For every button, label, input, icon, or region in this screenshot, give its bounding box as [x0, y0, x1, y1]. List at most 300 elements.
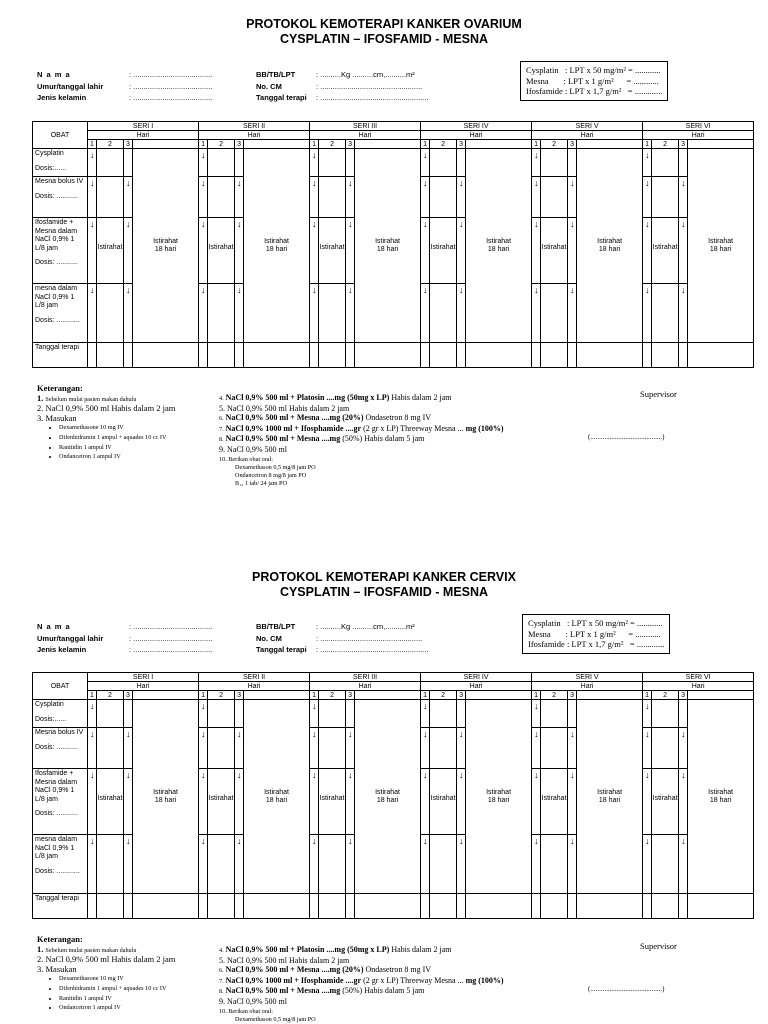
dose-cell[interactable]: [208, 177, 235, 218]
istirahat-label: Istirahat: [208, 795, 234, 802]
protocol-title: [0, 17, 768, 47]
dose-cell[interactable]: [199, 728, 208, 769]
dose-cell[interactable]: [430, 894, 457, 919]
dose-cell[interactable]: [568, 728, 577, 769]
dose-cell[interactable]: [124, 835, 133, 894]
dose-cell[interactable]: [88, 284, 97, 343]
dose-cell[interactable]: [643, 769, 652, 835]
day-number: 3: [568, 140, 577, 149]
drug-cell: [33, 894, 88, 919]
dose-cell[interactable]: [97, 177, 124, 218]
dose-cell[interactable]: [124, 700, 133, 728]
dose-cell[interactable]: [421, 284, 430, 343]
dose-cell[interactable]: [532, 700, 541, 728]
arrow-down-icon: ↓: [201, 219, 206, 229]
day-number: 2: [430, 140, 457, 149]
dose-cell[interactable]: [208, 218, 235, 284]
dose-cell[interactable]: [652, 769, 679, 835]
hari-header: Hari: [199, 131, 310, 140]
arrow-down-icon: ↓: [645, 150, 650, 160]
bb-field[interactable]: : ..........Kg ..........cm,..........m²: [316, 622, 415, 631]
day-number: 3: [346, 691, 355, 700]
seri-header: SERI V: [532, 673, 643, 682]
dose-cell[interactable]: [568, 218, 577, 284]
note-6-bold: NaCl 0,9% 500 ml + Mesna ....mg (20%): [225, 413, 364, 423]
dose-cell[interactable]: [643, 835, 652, 894]
dose-cell[interactable]: [541, 284, 568, 343]
dose-cell[interactable]: [124, 284, 133, 343]
schedule-table: [32, 672, 754, 919]
rest-header-cell: [355, 140, 421, 149]
tgl-field[interactable]: : ....................................................: [316, 93, 429, 102]
date-rest-cell[interactable]: [244, 343, 310, 368]
dose-cell[interactable]: [346, 769, 355, 835]
nama-field[interactable]: : ......................................: [129, 70, 213, 79]
day-number: 1: [532, 691, 541, 700]
note-num: 4.: [219, 395, 224, 402]
dose-cell[interactable]: [568, 894, 577, 919]
arrow-down-icon: ↓: [645, 836, 650, 846]
rest-period-cell: [244, 149, 310, 343]
hari-header: Hari: [643, 131, 754, 140]
dose-cell[interactable]: [235, 700, 244, 728]
dose-cell[interactable]: [88, 177, 97, 218]
arrow-down-icon: ↓: [201, 150, 206, 160]
dose-cell[interactable]: [319, 177, 346, 218]
dose-cell[interactable]: [124, 177, 133, 218]
dose-cell[interactable]: [652, 894, 679, 919]
istirahat-label: Istirahat: [541, 795, 567, 802]
tgl-field[interactable]: : ....................................................: [316, 645, 429, 654]
dose-cell[interactable]: [532, 343, 541, 368]
drug-dosis: Dosis: ...........: [35, 192, 78, 200]
rest-header-cell: [244, 140, 310, 149]
note-1: Sebelum mulai pasien makan dahulu: [45, 946, 137, 954]
rest-header-cell: [355, 691, 421, 700]
dose-cell[interactable]: [124, 728, 133, 769]
drug-cell: [33, 284, 88, 343]
dose-cell[interactable]: [679, 218, 688, 284]
dose-cell[interactable]: [97, 218, 124, 284]
dose-cell[interactable]: [319, 835, 346, 894]
premed-item: • Ranitidin 1 ampul IV: [59, 443, 175, 453]
note-9: 9. NaCl 0,9% 500 ml: [219, 996, 287, 1006]
dose-cell[interactable]: [679, 177, 688, 218]
note-2: 2. NaCl 0,9% 500 ml Habis dalam 2 jam: [37, 954, 176, 965]
dose-cell[interactable]: [310, 149, 319, 177]
day-number: 2: [208, 140, 235, 149]
dose-cell[interactable]: [310, 343, 319, 368]
seri-header: SERI IV: [421, 673, 532, 682]
dose-cell[interactable]: [97, 769, 124, 835]
dose-cell[interactable]: [643, 343, 652, 368]
date-rest-cell[interactable]: [466, 343, 532, 368]
dose-cell[interactable]: [346, 700, 355, 728]
supervisor-label: Supervisor: [640, 941, 677, 951]
dose-cell[interactable]: [568, 700, 577, 728]
dose-cell[interactable]: [541, 728, 568, 769]
supervisor-label: Supervisor: [640, 389, 677, 399]
formula-line: Cysplatin : LPT x 50 mg/m² = ............: [526, 65, 661, 75]
note-6-bold: NaCl 0,9% 500 ml + Mesna ....mg (20%): [225, 965, 364, 975]
dose-cell[interactable]: [208, 149, 235, 177]
dose-cell[interactable]: [310, 894, 319, 919]
arrow-down-icon: ↓: [237, 729, 242, 739]
dose-cell[interactable]: [541, 700, 568, 728]
dose-cell[interactable]: [88, 343, 97, 368]
istirahat-label: Istirahat: [97, 244, 123, 251]
dose-cell[interactable]: [643, 894, 652, 919]
dose-cell[interactable]: [568, 284, 577, 343]
rest-18-days: 18 hari: [487, 245, 510, 253]
dose-cell[interactable]: [88, 894, 97, 919]
dose-cell[interactable]: [457, 218, 466, 284]
dose-cell[interactable]: [457, 177, 466, 218]
jenis-field[interactable]: : ......................................: [129, 93, 213, 102]
title-line-2: CYSPLATIN – IFOSFAMID - MESNA: [279, 32, 489, 46]
dose-cell[interactable]: [310, 700, 319, 728]
dose-cell[interactable]: [310, 177, 319, 218]
dose-cell[interactable]: [88, 728, 97, 769]
dose-cell[interactable]: [319, 700, 346, 728]
dose-cell[interactable]: [679, 149, 688, 177]
dose-cell[interactable]: [310, 284, 319, 343]
date-rest-cell[interactable]: [466, 894, 532, 919]
dose-cell[interactable]: [532, 835, 541, 894]
dose-cell[interactable]: [430, 177, 457, 218]
dose-cell[interactable]: [652, 343, 679, 368]
dose-cell[interactable]: [430, 218, 457, 284]
date-rest-cell[interactable]: [688, 343, 754, 368]
dose-cell[interactable]: [88, 700, 97, 728]
dose-cell[interactable]: [421, 728, 430, 769]
note-8-bold: NaCl 0,9% 500 ml + Mesna ....mg: [225, 986, 341, 996]
dose-cell[interactable]: [208, 894, 235, 919]
dose-cell[interactable]: [643, 284, 652, 343]
dose-cell[interactable]: [346, 149, 355, 177]
dose-cell[interactable]: [235, 769, 244, 835]
dose-cell[interactable]: [199, 835, 208, 894]
dose-cell[interactable]: [457, 835, 466, 894]
dose-cell[interactable]: [457, 149, 466, 177]
rest-18-days: 18 hari: [709, 796, 732, 804]
dose-cell[interactable]: [679, 728, 688, 769]
notes-right: [219, 393, 504, 488]
dose-cell[interactable]: [652, 218, 679, 284]
dose-cell[interactable]: [568, 769, 577, 835]
note-num: 8.: [219, 988, 224, 996]
dose-cell[interactable]: [679, 835, 688, 894]
dose-cell[interactable]: [208, 700, 235, 728]
arrow-down-icon: ↓: [126, 285, 131, 295]
dose-cell[interactable]: [532, 728, 541, 769]
note-6-rest: Ondasetron 8 mg IV: [365, 413, 432, 423]
dose-cell[interactable]: [532, 149, 541, 177]
rest-18-label: Istirahat: [486, 237, 512, 245]
dose-cell[interactable]: [679, 700, 688, 728]
supervisor-signature[interactable]: (.........................................): [588, 985, 665, 993]
notes-right: [219, 945, 504, 1024]
formula-line: Ifosfamide : LPT x 1,7 g/m² = .............: [526, 86, 663, 96]
dose-cell[interactable]: [532, 284, 541, 343]
dose-cell[interactable]: [346, 835, 355, 894]
dose-cell[interactable]: [310, 769, 319, 835]
dose-cell[interactable]: [652, 149, 679, 177]
day-number: 2: [97, 140, 124, 149]
note-2: 2. NaCl 0,9% 500 ml Habis dalam 2 jam: [37, 403, 176, 414]
arrow-down-icon: ↓: [126, 178, 131, 188]
seri-header: SERI I: [88, 122, 199, 131]
seri-header: SERI III: [310, 122, 421, 131]
dose-cell[interactable]: [208, 728, 235, 769]
dose-cell[interactable]: [235, 894, 244, 919]
dose-cell[interactable]: [319, 343, 346, 368]
dose-cell[interactable]: [541, 218, 568, 284]
dose-cell[interactable]: [541, 177, 568, 218]
seri-header: SERI III: [310, 673, 421, 682]
dose-cell[interactable]: [319, 218, 346, 284]
dose-cell[interactable]: [319, 284, 346, 343]
jenis-label: Jenis kelamin: [37, 645, 87, 654]
bb-field[interactable]: : ..........Kg ..........cm,..........m²: [316, 70, 415, 79]
dose-cell[interactable]: [652, 284, 679, 343]
drug-dosis: Dosis: ...........: [35, 259, 78, 266]
dose-cell[interactable]: [199, 343, 208, 368]
dose-cell[interactable]: [421, 835, 430, 894]
nocm-field[interactable]: : .................................................: [316, 81, 423, 91]
dose-cell[interactable]: [421, 700, 430, 728]
dose-cell[interactable]: [319, 894, 346, 919]
dose-cell[interactable]: [421, 769, 430, 835]
dose-cell[interactable]: [199, 894, 208, 919]
dose-cell[interactable]: [310, 218, 319, 284]
dose-cell[interactable]: [235, 343, 244, 368]
dose-cell[interactable]: [643, 149, 652, 177]
nama-field[interactable]: : ......................................: [129, 622, 213, 631]
dose-cell[interactable]: [541, 894, 568, 919]
arrow-down-icon: ↓: [645, 178, 650, 188]
dose-cell[interactable]: [568, 149, 577, 177]
dose-cell[interactable]: [319, 728, 346, 769]
nocm-field[interactable]: : .................................................: [316, 633, 423, 643]
dose-cell[interactable]: [319, 769, 346, 835]
dose-cell[interactable]: [679, 284, 688, 343]
dose-cell[interactable]: [457, 700, 466, 728]
dose-cell[interactable]: [346, 894, 355, 919]
dose-cell[interactable]: [346, 218, 355, 284]
dose-cell[interactable]: [199, 769, 208, 835]
dose-cell[interactable]: [568, 835, 577, 894]
dose-cell[interactable]: [421, 894, 430, 919]
umur-field[interactable]: : ......................................: [129, 633, 213, 643]
dose-cell[interactable]: [421, 149, 430, 177]
dose-cell[interactable]: [457, 343, 466, 368]
dose-cell[interactable]: [97, 700, 124, 728]
dose-cell[interactable]: [208, 835, 235, 894]
dose-cell[interactable]: [310, 728, 319, 769]
dose-cell[interactable]: [421, 177, 430, 218]
dose-cell[interactable]: [346, 284, 355, 343]
dose-cell[interactable]: [532, 218, 541, 284]
drug-cell: [33, 728, 88, 769]
dose-cell[interactable]: [430, 284, 457, 343]
dose-cell[interactable]: [652, 177, 679, 218]
dose-cell[interactable]: [124, 894, 133, 919]
dose-cell[interactable]: [235, 835, 244, 894]
dose-cell[interactable]: [532, 177, 541, 218]
date-rest-cell[interactable]: [688, 894, 754, 919]
rest-18-label: Istirahat: [264, 788, 289, 796]
dose-cell[interactable]: [88, 149, 97, 177]
day-number: 2: [430, 691, 457, 700]
dose-cell[interactable]: [208, 343, 235, 368]
dose-cell[interactable]: [643, 177, 652, 218]
dose-cell[interactable]: [97, 835, 124, 894]
day-number: 3: [679, 140, 688, 149]
dose-cell[interactable]: [541, 149, 568, 177]
dose-cell[interactable]: [97, 284, 124, 343]
dose-cell[interactable]: [199, 700, 208, 728]
day-number: 3: [457, 691, 466, 700]
dose-cell[interactable]: [643, 218, 652, 284]
dose-cell[interactable]: [457, 728, 466, 769]
dose-cell[interactable]: [124, 343, 133, 368]
dose-cell[interactable]: [124, 149, 133, 177]
rest-period-cell: [577, 700, 643, 894]
dose-cell[interactable]: [346, 177, 355, 218]
dose-cell[interactable]: [97, 894, 124, 919]
dose-cell[interactable]: [541, 835, 568, 894]
rest-18-days: 18 hari: [376, 245, 399, 253]
dose-cell[interactable]: [88, 218, 97, 284]
dose-cell[interactable]: [679, 343, 688, 368]
day-number: 1: [532, 140, 541, 149]
dose-cell[interactable]: [652, 700, 679, 728]
dose-cell[interactable]: [124, 218, 133, 284]
dose-cell[interactable]: [235, 177, 244, 218]
dose-cell[interactable]: [643, 728, 652, 769]
formula-line: Cysplatin : LPT x 50 mg/m² = ............: [528, 618, 663, 628]
dose-cell[interactable]: [346, 343, 355, 368]
dose-cell[interactable]: [652, 728, 679, 769]
rest-18-label: Istirahat: [264, 237, 289, 245]
istirahat-label: Istirahat: [541, 244, 567, 251]
dose-cell[interactable]: [430, 769, 457, 835]
dose-cell[interactable]: [346, 728, 355, 769]
dose-cell[interactable]: [88, 835, 97, 894]
umur-label: Umur/tanggal lahir: [37, 633, 104, 643]
arrow-down-icon: ↓: [423, 836, 428, 846]
dose-cell[interactable]: [643, 700, 652, 728]
dose-cell[interactable]: [532, 769, 541, 835]
title-line-1: PROTOKOL KEMOTERAPI KANKER OVARIUM: [246, 17, 522, 31]
dose-cell[interactable]: [421, 343, 430, 368]
dose-cell[interactable]: [199, 218, 208, 284]
dose-cell[interactable]: [430, 700, 457, 728]
date-rest-cell[interactable]: [577, 343, 643, 368]
dose-cell[interactable]: [430, 149, 457, 177]
arrow-down-icon: ↓: [90, 150, 95, 160]
seri-header: SERI II: [199, 673, 310, 682]
arrow-down-icon: ↓: [534, 178, 539, 188]
tgl-label: Tanggal terapi: [256, 645, 307, 654]
dose-formula-box: [520, 61, 668, 101]
dose-cell[interactable]: [541, 769, 568, 835]
day-number: 1: [88, 140, 97, 149]
dose-cell[interactable]: [235, 149, 244, 177]
dose-cell[interactable]: [541, 343, 568, 368]
dose-cell[interactable]: [679, 769, 688, 835]
dose-cell[interactable]: [199, 177, 208, 218]
arrow-down-icon: ↓: [126, 836, 131, 846]
supervisor-signature[interactable]: (.........................................): [588, 433, 665, 441]
arrow-down-icon: ↓: [90, 729, 95, 739]
dose-cell[interactable]: [430, 343, 457, 368]
dose-cell[interactable]: [88, 769, 97, 835]
seri-header: SERI V: [532, 122, 643, 131]
dose-cell[interactable]: [457, 284, 466, 343]
date-rest-cell[interactable]: [133, 894, 199, 919]
dose-cell[interactable]: [430, 728, 457, 769]
date-rest-cell[interactable]: [355, 343, 421, 368]
note-5: 5. NaCl 0,9% 500 ml Habis dalam 2 jam: [219, 955, 350, 965]
umur-field[interactable]: : ......................................: [129, 81, 213, 91]
date-rest-cell[interactable]: [577, 894, 643, 919]
dose-cell[interactable]: [208, 284, 235, 343]
dose-cell[interactable]: [421, 218, 430, 284]
note-num: 1.: [37, 392, 44, 403]
dose-cell[interactable]: [235, 728, 244, 769]
dose-cell[interactable]: [679, 894, 688, 919]
date-rest-cell[interactable]: [244, 894, 310, 919]
date-rest-cell[interactable]: [355, 894, 421, 919]
dose-cell[interactable]: [235, 284, 244, 343]
dose-cell[interactable]: [97, 343, 124, 368]
arrow-down-icon: ↓: [237, 836, 242, 846]
dose-cell[interactable]: [457, 894, 466, 919]
title-line-1: PROTOKOL KEMOTERAPI KANKER CERVIX: [252, 570, 516, 584]
dose-cell[interactable]: [97, 728, 124, 769]
arrow-down-icon: ↓: [312, 150, 317, 160]
arrow-down-icon: ↓: [459, 285, 464, 295]
dose-cell[interactable]: [199, 284, 208, 343]
dose-cell[interactable]: [568, 343, 577, 368]
dose-cell[interactable]: [430, 835, 457, 894]
dose-cell[interactable]: [532, 894, 541, 919]
dose-cell[interactable]: [310, 835, 319, 894]
dose-cell[interactable]: [319, 149, 346, 177]
jenis-field[interactable]: : ......................................: [129, 645, 213, 654]
dose-cell[interactable]: [235, 218, 244, 284]
note-10: 10. Berikan obat oral:: [219, 455, 273, 463]
day-number: 2: [97, 691, 124, 700]
day-number: 2: [652, 691, 679, 700]
patient-info-right: [256, 621, 429, 656]
date-rest-cell[interactable]: [133, 343, 199, 368]
rest-period-cell: [355, 149, 421, 343]
dose-cell[interactable]: [457, 769, 466, 835]
dose-cell[interactable]: [208, 769, 235, 835]
note-7-bold: NaCl 0,9% 1000 ml + Ifosphamide ....gr: [225, 975, 362, 985]
dose-cell[interactable]: [97, 149, 124, 177]
dose-cell[interactable]: [199, 149, 208, 177]
arrow-down-icon: ↓: [90, 770, 95, 780]
note-8-bold: NaCl 0,9% 500 ml + Mesna ....mg: [225, 434, 341, 444]
dose-cell[interactable]: [568, 177, 577, 218]
dose-cell[interactable]: [652, 835, 679, 894]
dose-cell[interactable]: [124, 769, 133, 835]
note-num: 7.: [219, 425, 224, 433]
